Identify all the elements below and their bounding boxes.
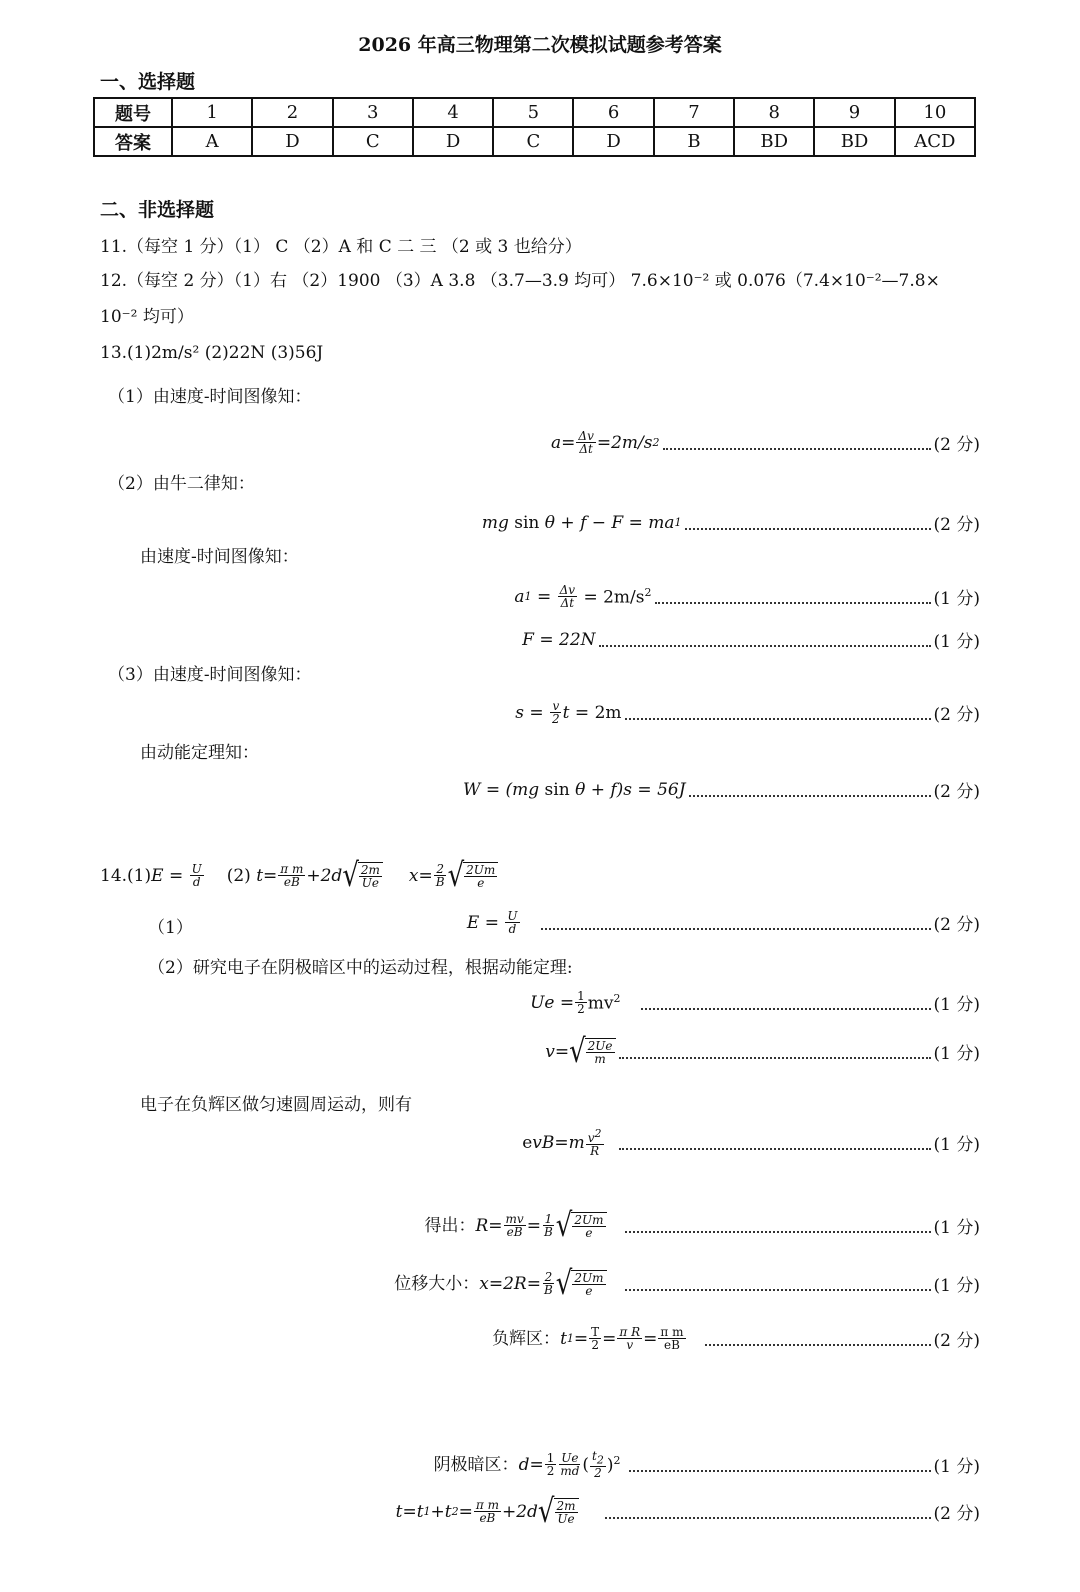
q13-part1-label: （1）由速度-时间图像知： [108, 387, 312, 407]
score: (2 分) [933, 435, 980, 455]
table-cell: 8 [734, 98, 814, 127]
formula-row [492, 1326, 980, 1351]
formula: W = (mg sin θ + f)s = 56J [462, 779, 686, 800]
leader-dots [641, 1008, 931, 1010]
score: (2 分) [933, 915, 980, 935]
row-label-number: 题号 [94, 98, 172, 127]
table-cell: D [413, 127, 493, 156]
score: (2 分) [933, 1331, 980, 1351]
table-cell: C [493, 127, 573, 156]
formula: E = $\frac{U}{d}$ [151, 862, 202, 889]
formula: mg sin θ + f − F = ma 1 [481, 512, 682, 533]
table-cell: 5 [493, 98, 573, 127]
leader-dots [619, 1148, 931, 1150]
formula-row [434, 1450, 980, 1479]
formula: t=t 1 +t 2 = $\frac{\text{π m}}{eB}$ +2d √ $\frac{2m}{Ue}$ [396, 1498, 579, 1525]
formula-row [530, 990, 980, 1015]
section-2-heading: 二、非选择题 [100, 199, 215, 221]
table-cell: BD [814, 127, 894, 156]
formula: v= √ $\frac{2Ue}{m}$ [545, 1038, 615, 1065]
q11-answer: 11.（每空 1 分）（1） C （2）A 和 C 二 三 （2 或 3 也给分） [100, 237, 582, 257]
formula-row [467, 910, 980, 935]
table-cell: 1 [172, 98, 252, 127]
formula-row [522, 1128, 980, 1157]
formula: a= $\frac{\Delta v}{\Delta t}$ =2m/s 2 [551, 429, 660, 456]
formula-row [463, 777, 980, 802]
q14-summary [100, 856, 498, 895]
row-label-answer: 答案 [94, 127, 172, 156]
q13-summary: 13.(1)2m/s² (2)22N (3)56J [100, 343, 324, 363]
q13-part3-label: （3）由速度-时间图像知： [108, 665, 312, 685]
formula: Ue = $\frac{1}{2}$ $mv^2$ [530, 989, 621, 1016]
table-cell: 10 [895, 98, 975, 127]
formula: x= $\frac{2}{B}$ √ $\frac{2Um}{e}$ [409, 862, 498, 889]
table-cell: ACD [895, 127, 975, 156]
formula: a 1 = $\frac{\Delta v}{\Delta t}$ = $2m/s^2$ [514, 583, 652, 610]
formula: e vB=m $\frac{v^2}{R}$ [522, 1127, 602, 1158]
q14-circular-label: 电子在负辉区做匀速圆周运动，则有 [140, 1095, 412, 1115]
score: (1 分) [933, 1457, 980, 1478]
score: (2 分) [933, 782, 980, 802]
section-1-heading: 一、选择题 [100, 71, 196, 93]
formula-row [394, 1264, 980, 1303]
score: (1 分) [933, 632, 980, 652]
leader-dots [619, 1057, 931, 1059]
formula-row [514, 584, 980, 609]
formula-row [395, 1492, 980, 1531]
result-label: 得出： [424, 1215, 476, 1236]
formula-row [515, 700, 980, 725]
table-cell: D [573, 127, 653, 156]
score: (2 分) [933, 515, 980, 535]
formula: x=2R= $\frac{2}{B}$ √ $\frac{2Um}{e}$ [479, 1270, 606, 1297]
leader-dots [541, 928, 931, 930]
q14-part1-label: （1） [148, 918, 193, 938]
formula-row [545, 1032, 980, 1071]
formula-row [424, 1206, 981, 1245]
table-cell: 3 [333, 98, 413, 127]
formula: s = $\frac{v}{2}$ t = 2m [515, 699, 622, 726]
score: (1 分) [933, 589, 980, 609]
leader-dots [629, 1470, 931, 1472]
leader-dots [685, 528, 931, 530]
score: (1 分) [933, 1218, 980, 1238]
score: (1 分) [933, 995, 980, 1015]
table-cell: 6 [573, 98, 653, 127]
score: (2 分) [933, 705, 980, 725]
table-cell: 4 [413, 98, 493, 127]
leader-dots [605, 1517, 931, 1519]
table-cell: 9 [814, 98, 894, 127]
score: (1 分) [933, 1135, 980, 1155]
table-cell: 7 [654, 98, 734, 127]
formula-row [482, 510, 980, 535]
q14-part2-label: （2）研究电子在阴极暗区中的运动过程，根据动能定理: [148, 958, 573, 978]
q14-summary-prefix: 14.(1) [100, 865, 152, 886]
mcq-answer-table [93, 97, 976, 157]
negative-glow-label: 负辉区： [492, 1328, 561, 1349]
q13-part3-sub-label: 由动能定理知： [140, 743, 259, 763]
q13-part2-sub-label: 由速度-时间图像知： [140, 547, 299, 567]
table-row-answers [94, 127, 975, 156]
formula: (2) t= $\frac{\text{π m}}{eB}$ +2d √ $\frac{2m}{Ue}$ [227, 862, 383, 889]
formula: R= $\frac{mv}{eB}$ = $\frac{1}{B}$ √ $\frac{2Um}{e}$ [476, 1212, 607, 1239]
formula-row [551, 430, 980, 455]
leader-dots [625, 1231, 931, 1233]
table-row-numbers [94, 98, 975, 127]
table-cell: 2 [252, 98, 332, 127]
table-cell: B [654, 127, 734, 156]
table-cell: D [252, 127, 332, 156]
leader-dots [599, 645, 931, 647]
leader-dots [689, 795, 931, 797]
table-cell: C [333, 127, 413, 156]
formula: t 1 = $\frac{T}{2}$ = $\frac{\text{π R}}{v}$ = $\frac{\text{π m}}{eB}$ [560, 1325, 684, 1352]
score: (1 分) [933, 1276, 980, 1296]
displacement-label: 位移大小： [394, 1273, 480, 1294]
leader-dots [655, 602, 931, 604]
leader-dots [705, 1344, 931, 1346]
cathode-dark-label: 阴极暗区： [433, 1454, 519, 1475]
score: (2 分) [933, 1504, 980, 1524]
leader-dots [625, 718, 931, 720]
q13-part2-label: （2）由牛二律知： [108, 474, 255, 494]
q12-answer-line1: 12.（每空 2 分）（1）右 （2）1900 （3）A 3.8 （3.7—3.9 均可） 7.6×10⁻² 或 0.076（7.4×10⁻²—7.8× [100, 271, 940, 291]
formula-row [522, 627, 980, 652]
table-cell: A [172, 127, 252, 156]
page-title: 2026 年高三物理第二次模拟试题参考答案 [358, 34, 722, 56]
formula: F = 22N [522, 629, 596, 650]
score: (1 分) [933, 1044, 980, 1064]
leader-dots [663, 448, 931, 450]
table-cell: BD [734, 127, 814, 156]
leader-dots [625, 1289, 931, 1291]
q12-answer-line2: 10⁻² 均可） [100, 307, 194, 327]
formula: d= $\frac{1}{2}$ $\frac{Ue}{md}$ ( $\frac{t_2}{2}$ )$^2$ [518, 1449, 621, 1481]
formula: E = $\frac{U}{d}$ [466, 909, 518, 936]
